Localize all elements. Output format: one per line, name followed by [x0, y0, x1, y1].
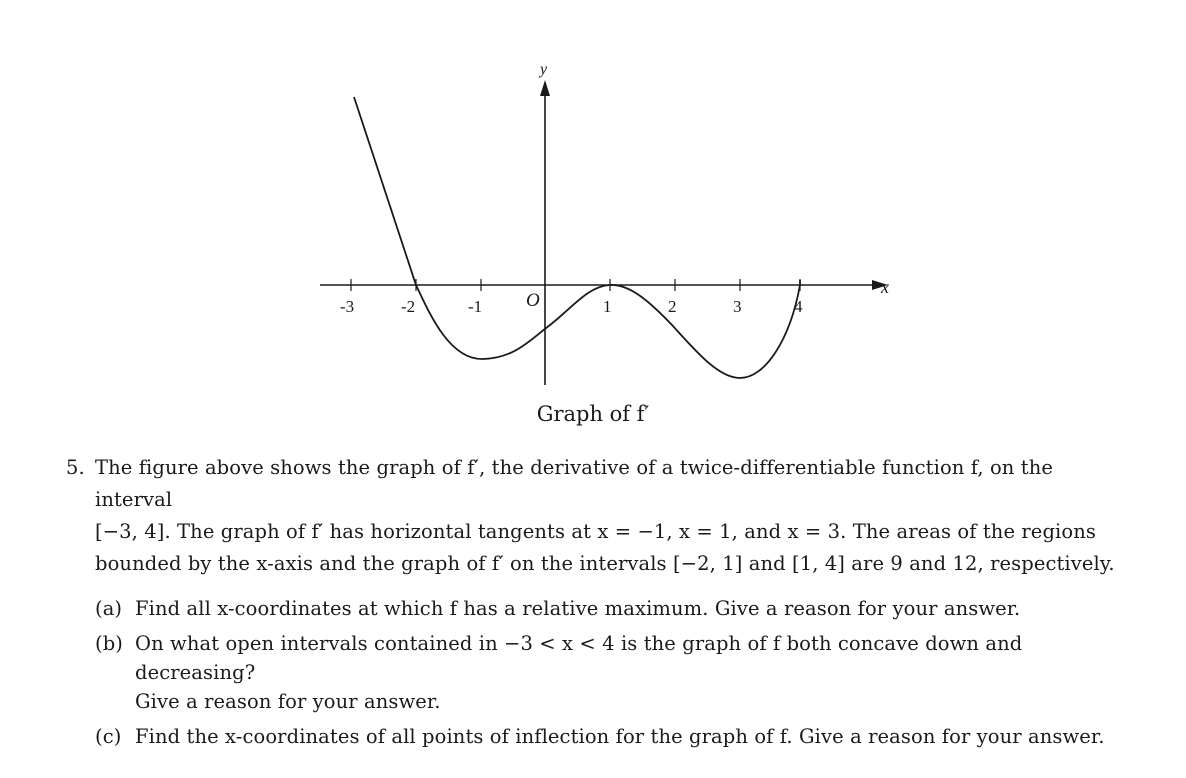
part-c: [95, 722, 1126, 751]
y-axis-arrow: [540, 80, 550, 96]
part-label: (a): [95, 597, 123, 620]
part-text: Find the x-coordinates of all points of inflection for the graph of f. Give a reason for your answer.: [135, 725, 1105, 748]
problem-statement: [95, 452, 1126, 580]
statement-line: bounded by the x-axis and the graph of f′ on the intervals [−2, 1] and [1, 4] are 9 and 12, respectively.: [95, 552, 1115, 575]
tick-label-neg1: -1: [468, 297, 483, 316]
origin-label: O: [526, 290, 540, 311]
tick-label-3: 3: [733, 297, 742, 316]
problem-number: 5.: [66, 456, 85, 479]
part-label: (c): [95, 725, 122, 748]
figure-caption: Graph of f′: [536, 402, 650, 426]
part-a: [95, 594, 1126, 623]
tick-label-neg3: -3: [340, 297, 355, 316]
part-label: (b): [95, 632, 123, 655]
tick-label-4: 4: [794, 297, 803, 316]
statement-line: [−3, 4]. The graph of f′ has horizontal tangents at x = −1, x = 1, and x = 3. The areas of the regions: [95, 520, 1096, 543]
derivative-graph: [300, 50, 920, 430]
part-text: Give a reason for your answer.: [135, 690, 441, 713]
tick-label-neg2: -2: [401, 297, 416, 316]
statement-line: The figure above shows the graph of f′, the derivative of a twice-differentiable function f, on the interval: [95, 456, 1053, 511]
part-b: [95, 629, 1126, 716]
part-text: On what open intervals contained in −3 < x < 4 is the graph of f both concave down and decreasing?: [135, 632, 1023, 684]
problem-parts: [95, 594, 1126, 751]
problem-5: [66, 452, 1126, 757]
y-axis-label: y: [540, 61, 548, 78]
tick-label-1: 1: [603, 297, 612, 316]
tick-label-2: 2: [668, 297, 677, 316]
f-prime-curve: [354, 97, 800, 378]
part-text: Find all x-coordinates at which f has a relative maximum. Give a reason for your answer.: [135, 597, 1021, 620]
x-axis-label: x: [881, 277, 889, 297]
